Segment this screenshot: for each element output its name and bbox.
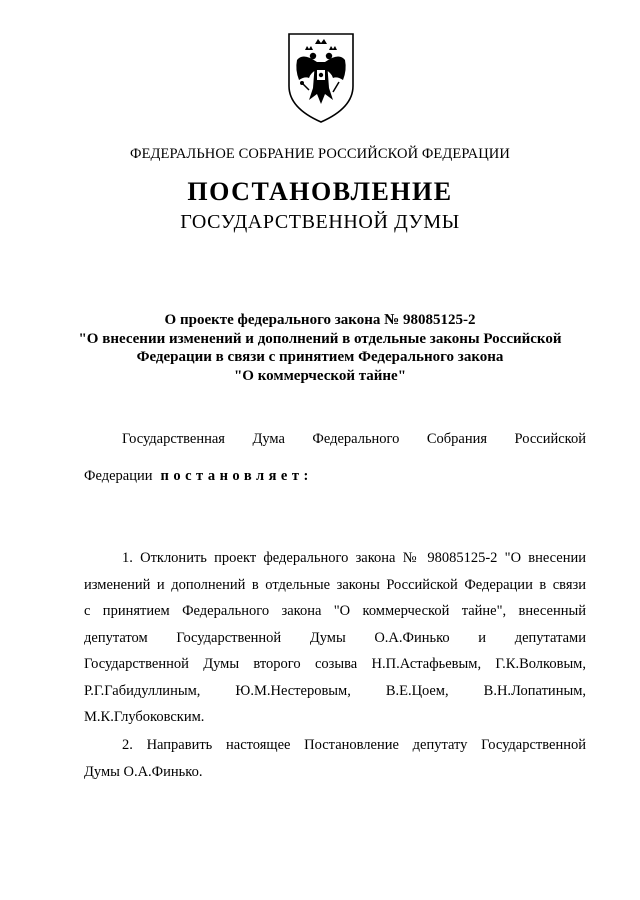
- paragraph-line: Государственной Думы второго созыва Н.П.Астафьевым, Г.К.Волковым,: [84, 656, 586, 672]
- paragraph-line: Р.Г.Габидуллиным, Ю.М.Нестеровым, В.Е.Цоем, В.Н.Лопатиным,: [84, 682, 586, 699]
- intro-line: [122, 431, 586, 448]
- intro-word: Федерации: [84, 468, 153, 484]
- paragraph-2: [84, 732, 586, 785]
- intro-word: Собрания: [426, 431, 488, 447]
- intro-word: Федерального: [312, 431, 400, 447]
- paragraph-line: депутатом Государственной Думы О.А.Финько и депутатами: [84, 629, 586, 646]
- paragraph-line: 2. Направить настоящее Постановление депутату Государственной: [122, 737, 586, 753]
- document-title: ПОСТАНОВЛЕНИЕ: [187, 177, 453, 206]
- subject-line: "О коммерческой тайне": [233, 367, 407, 384]
- paragraph-1: [84, 545, 586, 731]
- paragraph-line: с принятием Федерального закона "О коммерческой тайне", внесенный: [84, 603, 586, 619]
- russian-coat-of-arms-icon: [285, 30, 357, 130]
- paragraph-line: Думы О.А.Финько.: [84, 763, 203, 780]
- subject-line: О проекте федерального закона № 98085125-2: [164, 312, 476, 328]
- paragraph-line: М.К.Глубоковским.: [84, 709, 205, 725]
- decree-word: постановляет:: [160, 468, 313, 484]
- document-subtitle: ГОСУДАРСТВЕННОЙ ДУМЫ: [180, 211, 460, 233]
- intro-word: Российской: [514, 431, 586, 447]
- organization-name: ФЕДЕРАЛЬНОЕ СОБРАНИЕ РОССИЙСКОЙ ФЕДЕРАЦИИ: [130, 146, 510, 162]
- document-subject: [70, 311, 570, 385]
- intro-word: Дума: [252, 431, 285, 447]
- paragraph-line: 1. Отклонить проект федерального закона № 98085125-2 "О внесении: [122, 550, 586, 566]
- subject-line: "О внесении изменений и дополнений в отдельные законы Российской: [78, 330, 562, 347]
- intro-line-2: [84, 468, 313, 485]
- subject-line: Федерации в связи с принятием Федерального закона: [136, 349, 504, 365]
- intro-word: Государственная: [122, 431, 225, 447]
- paragraph-line: изменений и дополнений в отдельные законы Российской Федерации в связи: [84, 576, 586, 593]
